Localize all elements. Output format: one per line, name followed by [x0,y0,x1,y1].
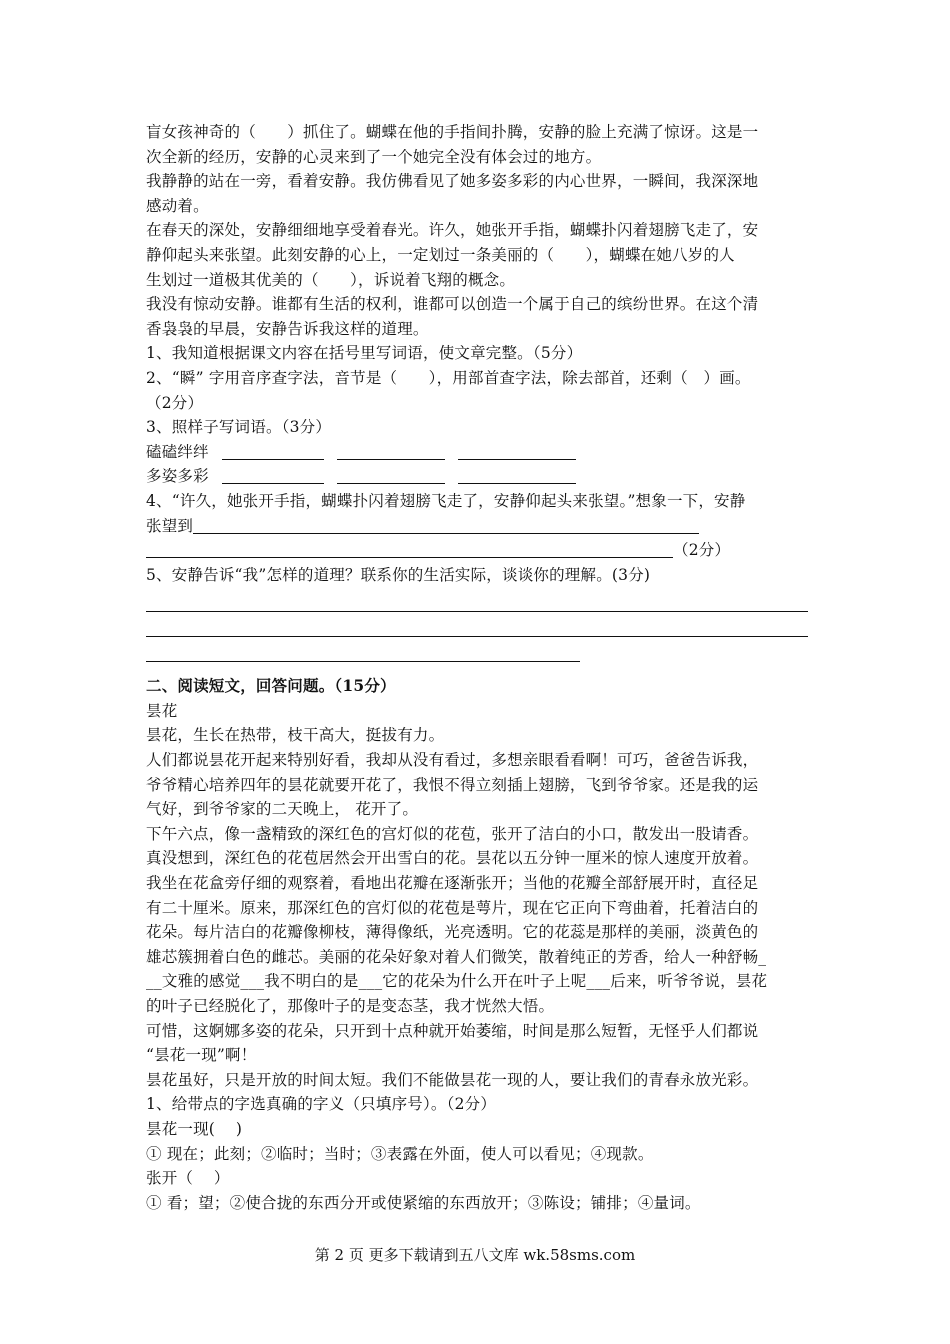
question-4-score: （2分） [673,541,731,560]
passage-line: 真没想到，深红色的花苞居然会开出雪白的花。昙花以五分钟一厘米的惊人速度开放着。 [146,849,759,868]
passage-line: 爷爷精心培养四年的昙花就要开花了，我恨不得立刻插上翅膀，飞到爷爷家。还是我的运 [146,775,759,794]
answer-blank[interactable] [458,443,576,460]
question-4-line-1: 4、“许久，她张开手指，蝴蝶扑闪着翅膀飞走了，安静仰起头来张望。”想象一下，安静 [146,491,746,510]
passage-line: 下午六点，像一盏精致的深红色的宫灯似的花苞，张开了洁白的小口，散发出一股请香。 [146,824,759,843]
passage-line: 昙花虽好，只是开放的时间太短。我们不能做昙花一现的人，要让我们的青春永放光彩。 [146,1070,759,1089]
question-3: 3、照样子写词语。（3分） [146,418,332,437]
passage-one [146,120,810,341]
passage-line: 的叶子已经脱化了，那像叶子的是变态茎，我才恍然大悟。 [146,997,555,1015]
question-4-line-2 [146,514,810,539]
passage-line: 感动着。 [146,196,209,215]
story-title: 昙花 [146,701,178,720]
question-4-prompt: 张望到 [146,516,194,535]
answer-blank[interactable] [222,467,324,484]
question-2-line-2: （2分） [146,393,204,412]
passage-line: 静仰起头来张望。此刻安静的心上，一定划过一条美丽的（ ），蝴蝶在她八岁的人 [146,245,735,264]
answer-blank[interactable] [193,517,699,534]
answer-blank[interactable] [458,467,576,484]
passage-line: 我静静的站在一旁，看着安静。我仿佛看见了她多姿多彩的内心世界，一瞬间，我深深地 [146,172,759,191]
phrase-2: 张开（ ） [146,1169,230,1188]
passage-line: 我坐在花盒旁仔细的观察着，看地出花瓣在逐渐张开；当他的花瓣全部舒展开时，直径足 [146,874,759,893]
passage-line: 昙花，生长在热带，枝干高大，挺拔有力。 [146,726,445,745]
passage-line: 次全新的经历，安静的心灵来到了一个她完全没有体会过的地方。 [146,147,602,166]
question-2-line-1: 2、“瞬” 字用音序查字法，音节是（ ），用部首查字法，除去部首，还剩（ ）画。 [146,368,751,387]
answer-line[interactable] [146,637,580,662]
question-4-line-3 [146,538,810,563]
passage-line: 可惜，这婀娜多姿的花朵，只开到十点种就开始萎缩，时间是那么短暂，无怪乎人们都说 [146,1021,759,1040]
passage-two [146,723,810,1092]
example-word-2: 多姿多彩 [146,467,209,486]
passage-line: 生划过一道极其优美的（ ），诉说着飞翔的概念。 [146,270,516,289]
question-3-row-2 [146,464,810,489]
passage-line: 盲女孩神奇的（ ）抓住了。蝴蝶在他的手指间扑腾，安静的脸上充满了惊讶。这是一 [146,123,759,141]
passage-line: 人们都说昙花开起来特别好看，我却从没有看过，多想亲眼看看啊！可巧，爸爸告诉我， [146,751,759,770]
section-2-question-1: 1、给带点的字选真确的字义（只填序号）。（2分） [146,1095,497,1114]
answer-line[interactable] [146,612,808,637]
question-5: 5、安静告诉“我”怎样的道理？联系你的生活实际，谈谈你的理解。(3分) [146,565,651,584]
answer-blank[interactable] [146,541,673,558]
passage-line: 在春天的深处，安静细细地享受着春光。许久，她张开手指，蝴蝶扑闪着翅膀飞走了，安 [146,221,759,240]
phrase-2-options: ① 看；望；②使合拢的东西分开或使紧缩的东西放开；③陈设；铺排；④量词。 [146,1193,701,1212]
answer-blank[interactable] [337,443,445,460]
document-page [146,120,810,1215]
passage-line: 雄芯簇拥着白色的雌芯。美丽的花朵好象对着人们微笑，散着纯正的芳香，给人一种舒畅_ [146,947,767,966]
answer-line[interactable] [146,587,808,612]
question-3-row-1 [146,440,810,465]
answer-blank[interactable] [222,443,324,460]
passage-line: __文雅的感觉___我不明白的是___它的花朵为什么开在叶子上呢___后来，听爷爷说，昙花 [146,972,768,991]
phrase-1: 昙花一现( ) [146,1119,243,1138]
question-1: 1、我知道根据课文内容在括号里写词语，使文章完整。（5分） [146,344,583,363]
section-2-title: 二、阅读短文，回答问题。（15分） [146,676,396,696]
passage-line: 香袅袅的早晨，安静告诉我这样的道理。 [146,319,429,338]
passage-line: 有二十厘米。原来，那深红色的宫灯似的花苞是萼片，现在它正向下弯曲着，托着洁白的 [146,898,759,917]
passage-line: “昙花一现”啊！ [146,1046,257,1065]
passage-line: 气好，到爷爷家的二天晚上， 花开了。 [146,800,419,819]
phrase-1-options: ① 现在；此刻；②临时；当时；③表露在外面，使人可以看见；④现款。 [146,1144,654,1163]
answer-blank[interactable] [337,467,445,484]
page-footer: 第 2 页 更多下载请到五八文库 wk.58sms.com [314,1246,636,1264]
example-word-1: 磕磕绊绊 [146,442,209,461]
passage-line: 我没有惊动安静。谁都有生活的权利，谁都可以创造一个属于自己的缤纷世界。在这个清 [146,295,759,314]
passage-line: 花朵。每片洁白的花瓣像柳枝，薄得像纸，光亮透明。它的花蕊是那样的美丽，淡黄色的 [146,923,759,942]
